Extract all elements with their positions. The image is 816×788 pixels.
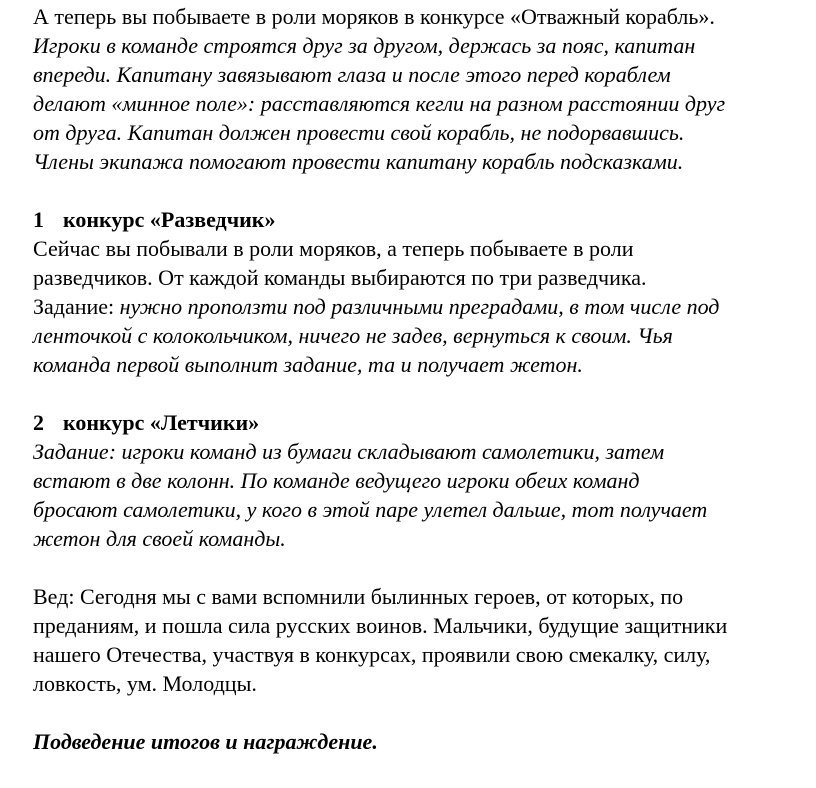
contest2-title: конкурс «Летчики» [63, 410, 260, 435]
document-page [33, 2, 813, 756]
contest1-heading [33, 205, 813, 234]
spacer [33, 553, 813, 582]
intro-line: от друга. Капитан должен провести свой корабль, не подорвавшись. [33, 120, 685, 145]
closing-line: нашего Отечества, участвуя в конкурсах, проявили свою смекалку, силу, [33, 642, 711, 667]
summary-line: Подведение итогов и награждение. [33, 729, 378, 754]
contest1-number: 1 [33, 207, 44, 232]
contest2-line: Задание: игроки команд из бумаги складывают самолетики, затем [33, 439, 665, 464]
contest2-heading [33, 408, 813, 437]
spacer [33, 698, 813, 727]
contest1-task-label: Задание: [33, 294, 120, 319]
contest2-line: бросают самолетики, у кого в этой паре улетел дальше, тот получает [33, 497, 708, 522]
intro-paragraph [33, 2, 813, 176]
spacer [33, 379, 813, 408]
contest2-section [33, 408, 813, 553]
contest2-line: жетон для своей команды. [33, 526, 286, 551]
closing-paragraph [33, 582, 813, 698]
contest1-section [33, 205, 813, 379]
intro-line: Члены экипажа помогают провести капитану корабль подсказками. [33, 149, 684, 174]
contest1-task-line [33, 292, 813, 321]
contest1-line: разведчиков. От каждой команды выбираются по три разведчика. [33, 265, 647, 290]
spacer [33, 176, 813, 205]
contest2-line: встают в две колонн. По команде ведущего игроки обеих команд [33, 468, 640, 493]
contest1-task-text: нужно проползти под различными преградами, в том числе под [119, 294, 720, 319]
closing-line: преданиям, и пошла сила русских воинов. Мальчики, будущие защитники [33, 613, 728, 638]
contest1-task-line: команда первой выполнит задание, та и получает жетон. [33, 352, 583, 377]
intro-line: Игроки в команде строятся друг за другом, держась за пояс, капитан [33, 33, 696, 58]
closing-line: ловкость, ум. Молодцы. [33, 671, 257, 696]
intro-lead: А теперь вы побываете в роли моряков в конкурсе «Отважный корабль». [33, 4, 715, 29]
intro-line: впереди. Капитану завязывают глаза и после этого перед кораблем [33, 62, 671, 87]
contest1-task-line: ленточкой с колокольчиком, ничего не задев, вернуться к своим. Чья [33, 323, 673, 348]
contest2-number: 2 [33, 410, 44, 435]
contest1-line: Сейчас вы побывали в роли моряков, а теперь побываете в роли [33, 236, 634, 261]
contest1-title: конкурс «Разведчик» [63, 207, 276, 232]
intro-line: делают «минное поле»: расставляются кегли на разном расстоянии друг [33, 91, 726, 116]
closing-line: Вед: Сегодня мы с вами вспомнили былинных героев, от которых, по [33, 584, 684, 609]
